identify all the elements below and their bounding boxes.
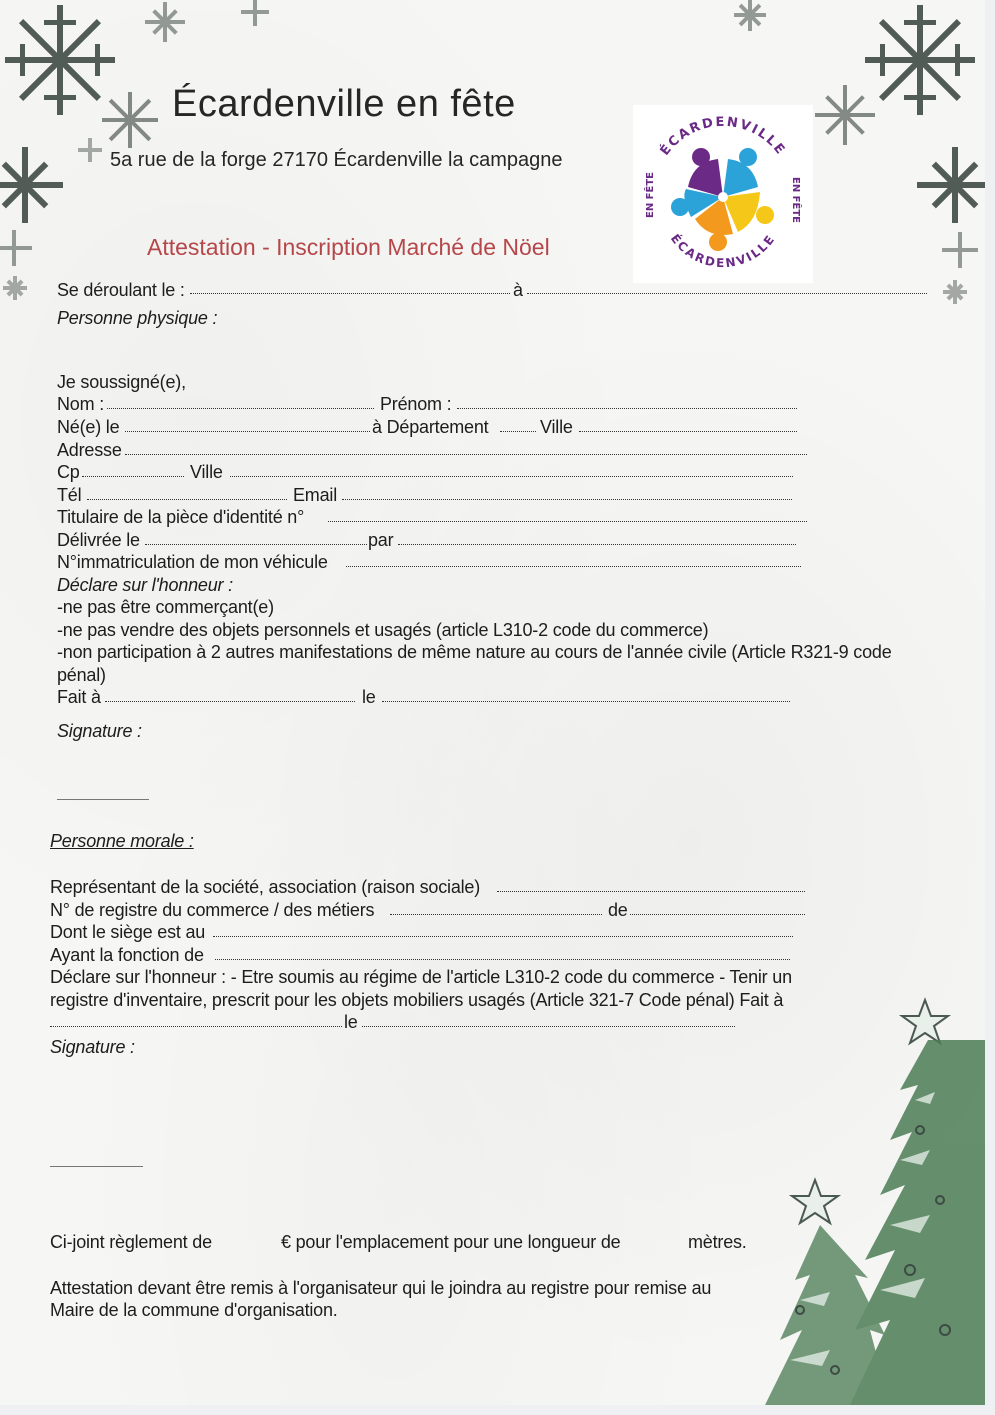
note-line-2: Maire de la commune d'organisation. bbox=[50, 1300, 338, 1320]
fonction-field[interactable] bbox=[215, 959, 790, 960]
morale-fait-a-field[interactable] bbox=[50, 1026, 342, 1027]
declare-honneur-label: Déclare sur l'honneur : bbox=[57, 575, 233, 595]
morale-le-field[interactable] bbox=[362, 1026, 735, 1027]
siege-label: Dont le siège est au bbox=[50, 922, 206, 942]
christmas-tree-decoration-icon bbox=[740, 970, 985, 1405]
tel-field[interactable] bbox=[87, 499, 287, 500]
date-label: Se déroulant le : bbox=[57, 280, 185, 300]
morale-le-label: le bbox=[344, 1012, 358, 1032]
form-subtitle: Attestation - Inscription Marché de Nöel bbox=[147, 234, 550, 260]
note-line-1: Attestation devant être remis à l'organisateur qui le joindra au registre pour remise au bbox=[50, 1278, 712, 1298]
reglement-label: Ci-joint règlement de bbox=[50, 1232, 212, 1252]
ne-label: Né(e) le bbox=[57, 417, 120, 437]
immatriculation-field[interactable] bbox=[346, 566, 801, 567]
siege-field[interactable] bbox=[213, 936, 793, 937]
nom-label: Nom : bbox=[57, 394, 105, 414]
ville2-field[interactable] bbox=[230, 476, 793, 477]
email-field[interactable] bbox=[342, 499, 792, 500]
morale-declaration-2: registre d'inventaire, prescrit pour les objets mobiliers usagés (Article 321-7 Code pénal) Fait à bbox=[50, 990, 784, 1010]
morale-declaration-1: Déclare sur l'honneur : - Etre soumis au régime de l'article L310-2 code du commerce - Tenir un bbox=[50, 967, 792, 987]
cp-field[interactable] bbox=[82, 476, 184, 477]
address: 5a rue de la forge 27170 Écardenville la campagne bbox=[110, 149, 563, 171]
logo-text-top: ÉCARDENVILLE bbox=[657, 114, 789, 159]
piece-identite-label: Titulaire de la pièce d'identité n° bbox=[57, 507, 305, 527]
representant-label: Représentant de la société, association (raison sociale) bbox=[50, 877, 481, 897]
piece-identite-field[interactable] bbox=[328, 521, 807, 522]
delivree-field[interactable] bbox=[145, 544, 367, 545]
prenom-label: Prénom : bbox=[380, 394, 452, 414]
place-field[interactable] bbox=[527, 293, 927, 294]
personne-physique-heading: Personne physique : bbox=[57, 308, 218, 328]
immatriculation-label: N°immatriculation de mon véhicule bbox=[57, 552, 328, 572]
page-title: Écardenville en fête bbox=[172, 83, 516, 125]
svg-text:ÉCARDENVILLE: ÉCARDENVILLE bbox=[667, 231, 779, 271]
prenom-field[interactable] bbox=[457, 408, 797, 409]
intro-text: Je soussigné(e), bbox=[57, 372, 186, 392]
registre-de-field[interactable] bbox=[630, 914, 805, 915]
ecardenville-logo-icon bbox=[633, 105, 813, 283]
par-field[interactable] bbox=[398, 544, 796, 545]
representant-field[interactable] bbox=[497, 891, 805, 892]
adresse-field[interactable] bbox=[125, 454, 807, 455]
le-label: le bbox=[362, 687, 376, 707]
declaration-3a: -non participation à 2 autres manifestations de même nature au cours de l'année civile (Article R321-9 code bbox=[57, 642, 892, 662]
fait-a-label: Fait à bbox=[57, 687, 101, 707]
cp-label: Cp bbox=[57, 462, 80, 482]
nom-field[interactable] bbox=[107, 408, 374, 409]
delivree-label: Délivrée le bbox=[57, 530, 140, 550]
morale-signature-line[interactable] bbox=[50, 1166, 143, 1167]
emplacement-label: € pour l'emplacement pour une longueur de bbox=[281, 1232, 621, 1252]
par-label: par bbox=[368, 530, 394, 550]
ville-label: Ville bbox=[540, 417, 573, 437]
tel-label: Tél bbox=[57, 485, 82, 505]
personne-morale-heading: Personne morale : bbox=[50, 831, 194, 851]
declaration-2: -ne pas vendre des objets personnels et usagés (article L310-2 code du commerce) bbox=[57, 620, 709, 640]
signature-label: Signature : bbox=[57, 721, 142, 741]
place-label: à bbox=[513, 280, 523, 300]
ville-field[interactable] bbox=[579, 431, 797, 432]
registre-de-label: de bbox=[608, 900, 628, 920]
registre-label: N° de registre du commerce / des métiers bbox=[50, 900, 375, 920]
ne-field[interactable] bbox=[125, 431, 370, 432]
declaration-1: -ne pas être commerçant(e) bbox=[57, 597, 274, 617]
morale-signature-label: Signature : bbox=[50, 1037, 135, 1057]
adresse-label: Adresse bbox=[57, 440, 122, 460]
fonction-label: Ayant la fonction de bbox=[50, 945, 204, 965]
date-field[interactable] bbox=[190, 293, 510, 294]
departement-label: à Département bbox=[372, 417, 489, 437]
signature-line[interactable] bbox=[57, 799, 149, 800]
declaration-3b: pénal) bbox=[57, 665, 106, 685]
ville2-label: Ville bbox=[190, 462, 223, 482]
email-label: Email bbox=[293, 485, 338, 505]
fait-a-field[interactable] bbox=[105, 701, 355, 702]
metres-label: mètres. bbox=[688, 1232, 747, 1252]
logo-text-left: EN FÊTE bbox=[645, 172, 656, 218]
registre-field[interactable] bbox=[390, 914, 602, 915]
le-field[interactable] bbox=[382, 701, 790, 702]
logo-text-right: EN FÊTE bbox=[790, 177, 801, 223]
departement-field[interactable] bbox=[500, 431, 536, 432]
